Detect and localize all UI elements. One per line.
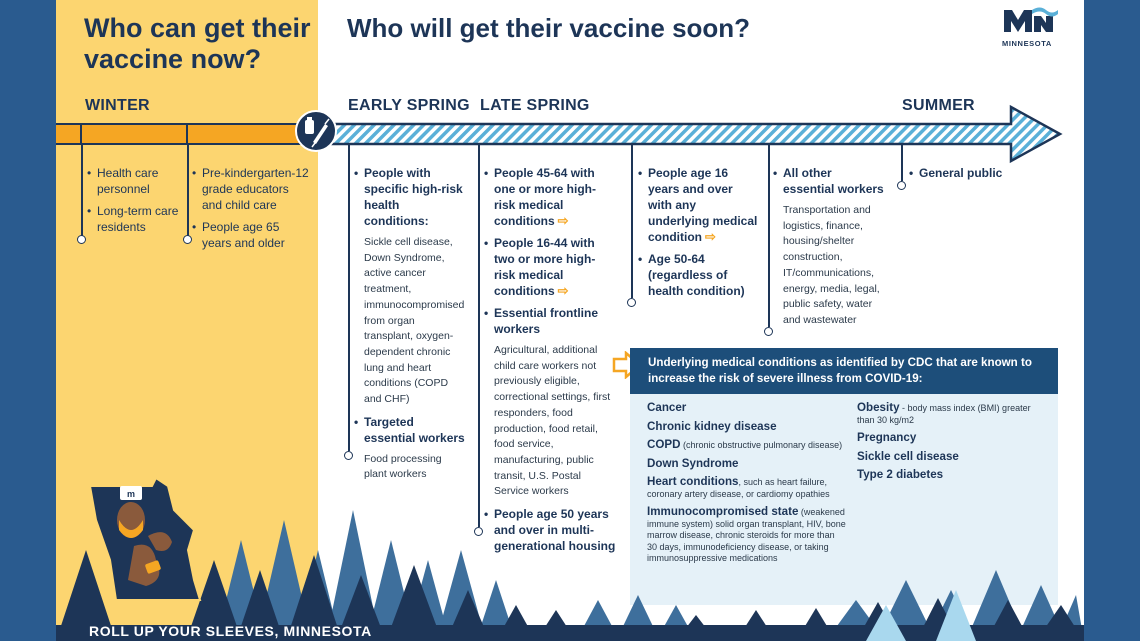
list-item: • Age 50-64 (regardless of health condition): [638, 251, 758, 299]
list-item: • People age 65 years and older: [192, 219, 310, 251]
group-winter-1: [87, 165, 183, 241]
list-detail: Agricultural, additional child care workers not previously eligible, correctional settings, first responders, food production, food retail, food service, manufacturing, public transit, U.S. Postal Service workers: [494, 344, 611, 498]
stem-dot-c6: [764, 327, 773, 336]
arrow-right-icon: ⇨: [557, 283, 569, 298]
cdc-condition-name: Sickle cell disease: [857, 449, 959, 463]
vaccine-badge: [295, 110, 337, 152]
cdc-heading: Underlying medical conditions as identified by CDC that are known to increase the risk of severe illness from COVID-19:: [630, 348, 1058, 394]
infographic-page: [56, 0, 1084, 641]
svg-text:m: m: [126, 489, 136, 499]
stem-dot-c2: [183, 235, 192, 244]
arrow-right-icon: ⇨: [705, 229, 716, 244]
stem-dot-c1: [77, 235, 86, 244]
stem-dot-c5: [627, 298, 636, 307]
minnesota-state-mascot: [76, 450, 246, 620]
cdc-condition-name: Immunocompromised state: [647, 505, 799, 518]
list-item: • People with specific high-risk health conditions:: [354, 165, 466, 229]
cdc-condition-name: COPD: [647, 438, 681, 451]
group-late-spring-3: [773, 165, 885, 335]
list-item: • Long-term care residents: [87, 203, 183, 235]
stem-c2: [187, 144, 189, 236]
list-item: • All other essential workers: [773, 165, 885, 197]
list-item: • Targeted essential workers: [354, 414, 466, 446]
group-winter-2: [192, 165, 310, 257]
cdc-condition-name: Heart conditions: [647, 475, 739, 488]
cdc-condition: [647, 402, 847, 415]
list-detail: Sickle cell disease, Down Syndrome, active cancer treatment, immunocompromised from organ transplant, oxygen-dependent chronic lung and heart conditions (COPD and CHF): [364, 236, 465, 406]
stem-c6: [768, 144, 770, 327]
list-item: • People age 16 years and over with any underlying medical condition ⇨: [638, 165, 758, 245]
season-summer: SUMMER: [902, 97, 975, 114]
list-item: • People 45-64 with one or more high-risk medical conditions ⇨: [484, 165, 616, 229]
season-late-spring: LATE SPRING: [480, 97, 590, 114]
stem-dot-c7: [897, 181, 906, 190]
list-item: • People age 50 years and over in multi-generational housing: [484, 506, 616, 554]
cdc-condition-detail: , such as heart failure, coronary artery disease, or cardiomy opathies: [647, 477, 830, 499]
season-early-spring: EARLY SPRING: [348, 97, 470, 114]
stem-c3: [348, 144, 350, 451]
cdc-condition-name: Type 2 diabetes: [857, 468, 944, 481]
minnesota-logo: [1002, 4, 1060, 48]
timeline-arrow: [56, 104, 1084, 166]
mn-logo-icon: [1002, 4, 1060, 34]
arrow-right-icon: ⇨: [557, 213, 569, 228]
now-title: Who can get their vaccine now?: [84, 13, 311, 74]
stem-c1: [81, 144, 83, 236]
cdc-condition-name: Pregnancy: [857, 431, 917, 444]
cdc-condition-name: Obesity: [857, 401, 900, 414]
list-detail: Food processing plant workers: [364, 452, 442, 481]
syringe-icon: [297, 112, 335, 150]
group-summer: [909, 165, 1049, 187]
stem-c5: [631, 144, 633, 298]
footer-slogan: ROLL UP YOUR SLEEVES, MINNESOTA: [89, 623, 372, 639]
cdc-condition-detail: (chronic obstructive pulmonary disease): [680, 440, 843, 450]
cdc-condition: [857, 402, 1043, 426]
stem-c7: [901, 144, 903, 181]
logo-text: MINNESOTA: [1002, 39, 1052, 48]
cdc-condition-detail: - body mass index (BMI) greater than 30 kg/m2: [857, 403, 1031, 425]
cdc-condition-name: Chronic kidney disease: [647, 419, 777, 433]
cdc-condition-name: Cancer: [647, 401, 687, 414]
soon-title: Who will get their vaccine soon?: [347, 13, 751, 43]
list-item: • Pre-kindergarten-12 grade educators and child care: [192, 165, 310, 213]
list-detail: Transportation and logistics, finance, housing/shelter construction, IT/communications, energy, media, legal, public safety, water and wastewater: [783, 204, 880, 326]
group-late-spring-2: [638, 165, 758, 305]
list-item: • People 16-44 with two or more high-risk medical conditions ⇨: [484, 235, 616, 299]
list-item: • Essential frontline workers: [484, 305, 616, 337]
list-item: • Health care personnel: [87, 165, 183, 197]
season-winter: WINTER: [85, 97, 150, 114]
list-item: • General public: [909, 165, 1049, 181]
cdc-condition-name: Down Syndrome: [647, 456, 739, 470]
cdc-condition-detail: (weakened immune system) solid organ transplant, HIV, bone marrow disease, chronic steroids for more than 30 days, immunodeficiency disease, or taking immunosuppressive medications: [647, 507, 846, 563]
